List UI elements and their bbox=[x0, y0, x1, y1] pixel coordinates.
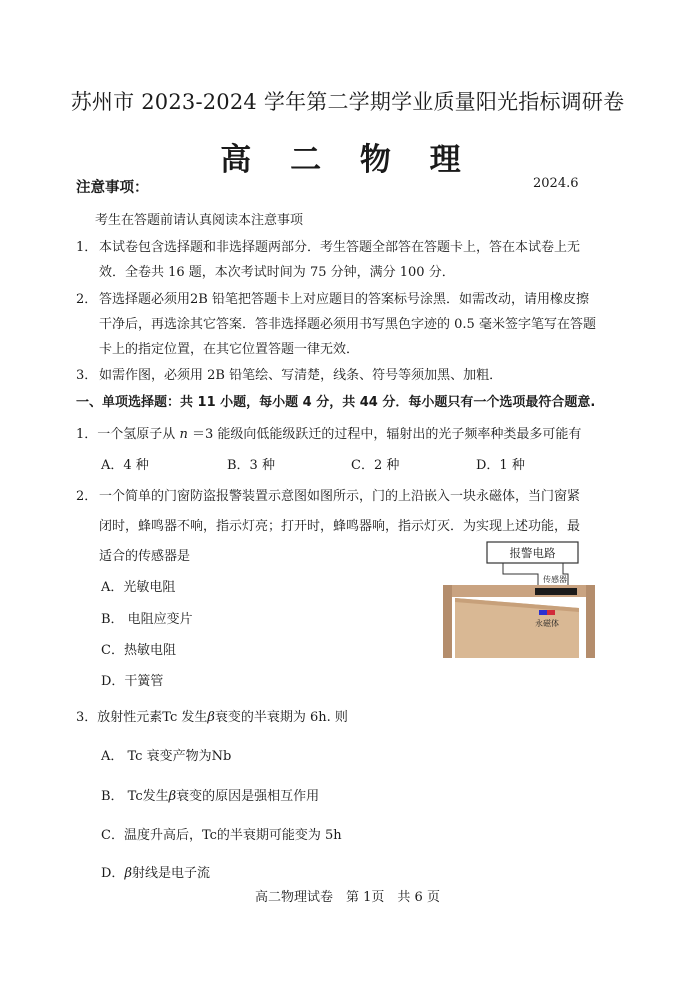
q1-option-c[interactable]: C．2 种 bbox=[351, 458, 400, 473]
q1-stem-part-2: ＝3 能级向低能级跃迁的过程中，辐射出的光子频率种类最多可能有 bbox=[191, 427, 582, 442]
exam-title: 苏州市 2023-2024 学年第二学期学业质量阳光指标调研卷 bbox=[70, 90, 625, 114]
q3-option-a[interactable]: A． Tc 衰变产物为Nb bbox=[101, 749, 232, 764]
sensor-device bbox=[535, 588, 577, 595]
magnet-blue-pole bbox=[539, 610, 547, 615]
notice-item-2-line-1: 答选择题必须用2B 铅笔把答题卡上对应题目的答案标号涂黑．如需改动，请用橡皮擦 bbox=[99, 292, 589, 307]
page-footer: 高二物理试卷 第 1页 共 6 页 bbox=[255, 890, 440, 905]
q3-option-d-beta: β bbox=[124, 866, 132, 881]
q2-number: 2． bbox=[76, 489, 98, 504]
magnet-red-pole bbox=[547, 610, 555, 615]
notice-item-3-num: 3． bbox=[76, 368, 98, 383]
subject-title: 高 二 物 理 bbox=[220, 142, 475, 178]
q3-option-d-part-1: D． bbox=[101, 866, 125, 881]
q3-option-d[interactable] bbox=[101, 862, 210, 881]
q2-stem-line-1: 一个简单的门窗防盗报警装置示意图如图所示，门的上沿嵌入一块永磁体，当门窗紧 bbox=[99, 489, 581, 504]
q3-option-b[interactable] bbox=[101, 785, 319, 804]
sensor-label: 传感器 bbox=[543, 575, 567, 584]
q3-stem-part-1: 放射性元素Tc 发生 bbox=[97, 710, 208, 725]
q3-stem bbox=[76, 706, 348, 725]
q3-option-c[interactable]: C．温度升高后，Tc的半衰期可能变为 5h bbox=[101, 828, 342, 843]
q3-option-b-part-2: 衰变的原因是强相互作用 bbox=[176, 789, 320, 804]
notice-item-2-line-3: 卡上的指定位置，在其它位置答题一律无效． bbox=[99, 342, 360, 357]
q3-option-d-part-2: 射线是电子流 bbox=[131, 866, 210, 881]
door-alarm-figure bbox=[443, 540, 595, 658]
q1-stem bbox=[76, 423, 581, 442]
q2-stem-line-3: 适合的传感器是 bbox=[99, 549, 191, 564]
notice-item-3-line-1: 如需作图，必须用 2B 铅笔绘、写清楚，线条、符号等须加黑、加粗． bbox=[99, 368, 503, 383]
notice-intro: 考生在答题前请认真阅读本注意事项 bbox=[95, 213, 304, 228]
q3-option-b-part-1: B． Tc发生 bbox=[101, 789, 169, 804]
notice-item-1-line-1: 本试卷包含选择题和非选择题两部分．考生答题全部答在答题卡上，答在本试卷上无 bbox=[99, 240, 581, 255]
door-frame-left bbox=[443, 585, 452, 658]
q3-beta-symbol: β bbox=[207, 710, 215, 725]
q1-stem-part-1: 一个氢原子从 bbox=[97, 427, 176, 442]
q2-option-d[interactable]: D．干簧管 bbox=[101, 674, 164, 689]
q1-option-d[interactable]: D．1 种 bbox=[476, 458, 525, 473]
q2-option-b[interactable]: B． 电阻应变片 bbox=[101, 612, 193, 627]
exam-date: 2024.6 bbox=[533, 176, 579, 191]
notice-heading: 注意事项： bbox=[76, 180, 149, 196]
q2-stem-line-2: 闭时，蜂鸣器不响，指示灯亮；打开时，蜂鸣器响，指示灯灭．为实现上述功能，最 bbox=[99, 519, 581, 534]
q1-number: 1． bbox=[76, 427, 98, 442]
q3-number: 3． bbox=[76, 710, 98, 725]
notice-item-1-line-2: 效．全卷共 16 题，本次考试时间为 75 分钟，满分 100 分． bbox=[99, 265, 455, 280]
q2-option-c[interactable]: C．热敏电阻 bbox=[101, 643, 176, 658]
notice-item-1-num: 1． bbox=[76, 240, 98, 255]
notice-item-2-line-2: 干净后，再选涂其它答案．答非选择题必须用书写黑色字迹的 0.5 毫米签字笔写在答题 bbox=[99, 317, 596, 332]
magnet-label: 永磁体 bbox=[535, 619, 559, 628]
section-1-heading: 一、单项选择题：共 11 小题，每小题 4 分，共 44 分．每小题只有一个选项最符合题意. bbox=[76, 395, 596, 410]
alarm-circuit-label: 报警电路 bbox=[509, 546, 556, 560]
q2-option-a[interactable]: A．光敏电阻 bbox=[101, 580, 176, 595]
q1-option-a[interactable]: A．4 种 bbox=[101, 458, 149, 473]
q3-option-b-beta: β bbox=[168, 789, 177, 804]
q1-variable-n: n bbox=[179, 427, 188, 442]
door-frame-right bbox=[586, 585, 595, 658]
q3-stem-part-2: 衰变的半衰期为 6h. 则 bbox=[214, 710, 348, 725]
notice-item-2-num: 2． bbox=[76, 292, 98, 307]
q1-option-b[interactable]: B．3 种 bbox=[227, 458, 275, 473]
